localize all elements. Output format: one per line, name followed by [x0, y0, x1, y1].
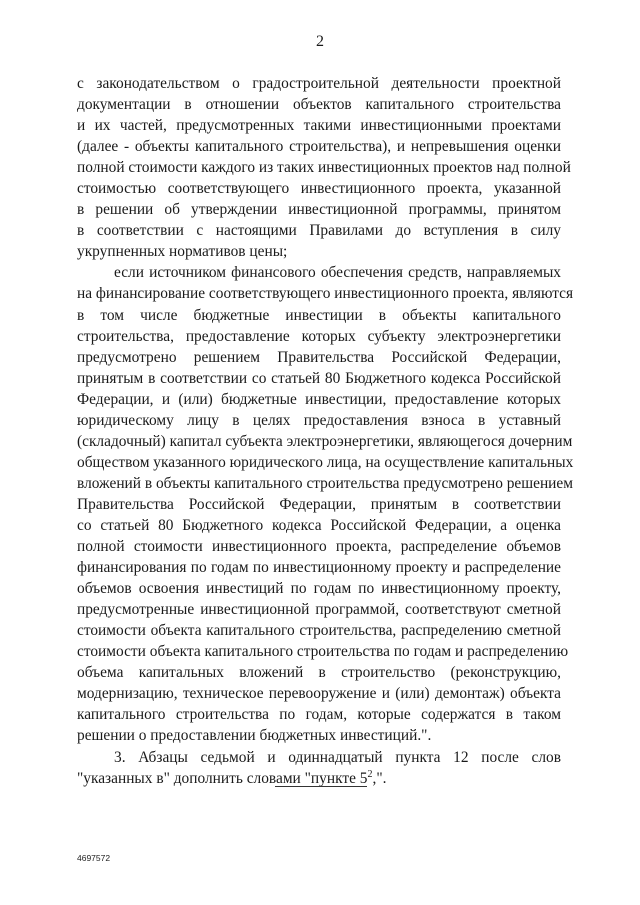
text-line: вложений в объекты капитального строительства предусмотрено решением	[77, 474, 573, 492]
text-line: в решении об утверждении инвестиционной программы, принятом	[77, 201, 561, 219]
text-line: (далее - объекты капитального строительства), и непревышения оценки	[77, 138, 561, 156]
text-line: со статьей 80 Бюджетного кодекса Российской Федерации, а оценка	[77, 516, 561, 534]
paragraph-first-line: 3. Абзацы седьмой и одиннадцатый пункта 12 после слов	[114, 748, 561, 766]
document-body	[77, 73, 574, 789]
text-line: капитального строительства по годам, которые содержатся в таком	[77, 706, 561, 724]
text-line: с законодательством о градостроительной деятельности проектной	[77, 75, 561, 92]
text-fragment: "указанных в" дополнить словами "пункте 5	[77, 769, 368, 787]
paragraph-first-line: если источником финансового обеспечения средств, направляемых	[114, 264, 561, 282]
superscript: 2	[367, 768, 373, 780]
text-line: в том числе бюджетные инвестиции в объекты капитального	[77, 306, 561, 324]
text-line: полной стоимости инвестиционного проекта, распределение объемов	[77, 538, 561, 556]
document-code: 4697572	[77, 853, 111, 863]
text-line: (складочный) капитал субъекта электроэнергетики, являющегося дочерним	[77, 432, 573, 450]
text-line: стоимости объекта капитального строительства по годам и распределению	[77, 643, 569, 661]
text-line: финансирования по годам по инвестиционному проекту и распределение	[77, 559, 561, 577]
text-line: укрупненных нормативов цены;	[77, 243, 288, 261]
text-line: юридическому лицу в целях предоставления взноса в уставный	[77, 411, 561, 429]
text-line: Федерации, и (или) бюджетные инвестиции, предоставление которых	[77, 390, 561, 408]
text-line: в соответствии с настоящими Правилами до вступления в силу	[77, 222, 561, 240]
text-line: предусмотрено решением Правительства Российской Федерации,	[77, 348, 561, 366]
text-line: объема капитальных вложений в строительство (реконструкцию,	[77, 664, 561, 682]
text-line: модернизацию, техническое перевооружение и (или) демонтаж) объекта	[77, 685, 561, 703]
text-line: решении о предоставлении бюджетных инвестиций.".	[77, 727, 432, 745]
text-line: и их частей, предусмотренных такими инвестиционными проектами	[77, 117, 561, 135]
text-line: документации в отношении объектов капитального строительства	[77, 96, 561, 114]
text-line: стоимости объекта капитального строительства, распределению сметной	[77, 622, 561, 640]
footer-divider	[275, 786, 367, 787]
text-line: на финансирование соответствующего инвестиционного проекта, являются	[77, 285, 574, 303]
text-line: обществом указанного юридического лица, на осуществление капитальных	[77, 453, 574, 471]
text-line: полной стоимости каждого из таких инвестиционных проектов над полной	[77, 159, 571, 177]
text-fragment: ,".	[372, 769, 387, 787]
text-line: строительства, предоставление которых субъекту электроэнергетики	[77, 327, 561, 345]
text-line: стоимостью соответствующего инвестиционного проекта, указанной	[77, 180, 561, 198]
text-line: предусмотренные инвестиционной программой, соответствуют сметной	[77, 601, 561, 619]
text-line: объемов освоения инвестиций по годам по инвестиционному проекту,	[77, 580, 561, 598]
text-line: принятым в соответствии со статьей 80 Бюджетного кодекса Российской	[77, 369, 561, 387]
text-line: Правительства Российской Федерации, принятым в соответствии	[77, 495, 561, 513]
page-number: 2	[316, 33, 324, 50]
